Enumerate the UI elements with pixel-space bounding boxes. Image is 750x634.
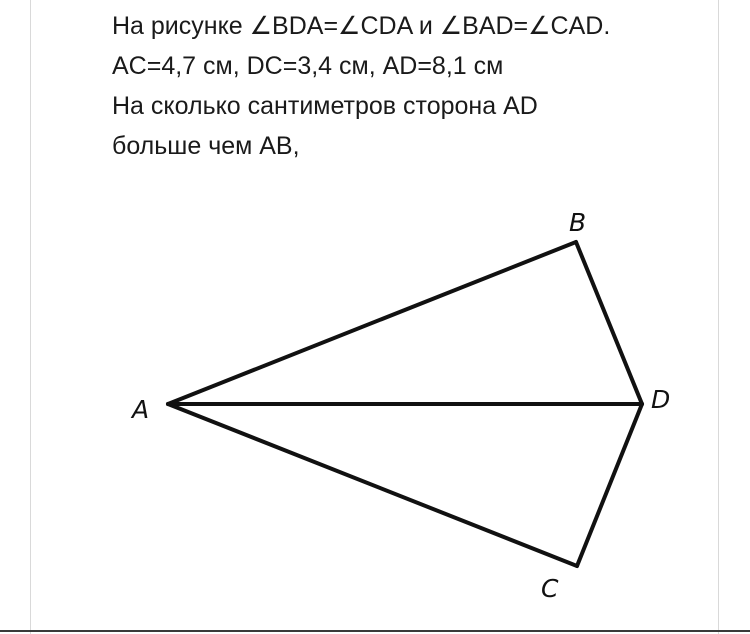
problem-line-1: На рисунке ∠BDA=∠CDA и ∠BAD=∠CAD. (112, 12, 611, 40)
segment-ac (168, 404, 577, 566)
problem-line-4: больше чем AB, (112, 132, 300, 160)
problem-line-3: На сколько сантиметров сторона AD (112, 92, 538, 120)
problem-line-2: AC=4,7 см, DC=3,4 см, AD=8,1 см (112, 52, 504, 80)
segment-cd (577, 404, 642, 566)
segment-bd (576, 242, 642, 404)
vertex-label-d: D (651, 385, 671, 414)
segment-ab (168, 242, 576, 404)
vertex-label-b: B (569, 208, 587, 237)
vertex-label-c: C (541, 574, 559, 603)
vertex-label-a: A (132, 395, 150, 424)
